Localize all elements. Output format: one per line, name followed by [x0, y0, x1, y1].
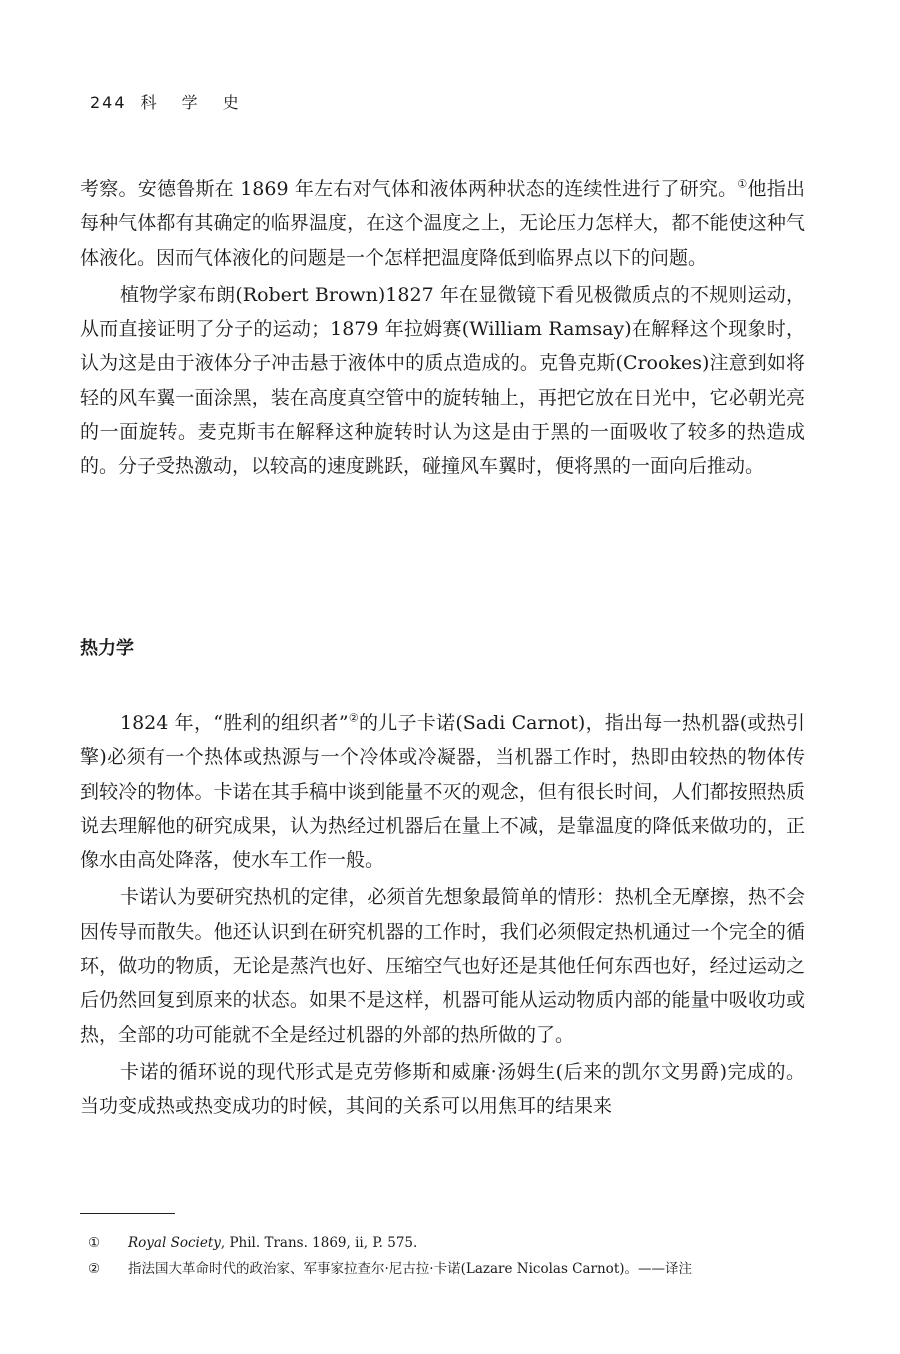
section-thermodynamics — [80, 706, 805, 1124]
paragraph-andrews — [80, 172, 805, 275]
page-number: 244 — [90, 93, 127, 112]
footnote-text — [128, 1230, 417, 1256]
section-gas-molecules — [80, 172, 805, 484]
paragraph-text: 考察。安德鲁斯在 1869 年左右对气体和液体两种状态的连续性进行了研究。 — [80, 178, 738, 200]
section-heading: 热力学 — [80, 638, 134, 659]
book-title: 科 学 史 — [140, 93, 249, 112]
footnote-2 — [80, 1256, 820, 1282]
footnote-text — [128, 1256, 692, 1282]
paragraph-text-cont: 他指出每种气体都有其确定的临界温度，在这个温度之上，无论压力怎样大，都不能使这种气体液化。因而气体液化的问题是一个怎样把温度降低到临界点以下的问题。 — [80, 178, 805, 269]
footnote-marker-1[interactable]: ① — [737, 177, 748, 191]
paragraph-carnot-1 — [80, 706, 805, 877]
paragraph-carnot-2: 卡诺认为要研究热机的定律，必须首先想象最简单的情形：热机全无摩擦，热不会因传导而散失。他还认识到在研究机器的工作时，我们必须假定热机通过一个完全的循环，做功的物质，无论是蒸汽也好、压缩空气也好还是其他任何东西也好，经过运动之后仍然回复到原来的状态。如果不是这样，机器可能从运动物质内部的能量中吸收功或热，全部的功可能就不全是经过机器的外部的热所做的了。 — [80, 886, 805, 1046]
footnote-number: ② — [88, 1261, 101, 1277]
paragraph-brown: 植物学家布朗(Robert Brown)1827 年在显微镜下看见极微质点的不规则运动，从而直接证明了分子的运动；1879 年拉姆赛(William Ramsay)在解释这个现象时，认为这是由于液体分子冲击悬于液体中的质点造成的。克鲁克斯(Crookes)注意到如将轻的风车翼一面涂黑，装在高度真空管中的旋转轴上，再把它放在日光中，它必朝光亮的一面旋转。麦克斯韦在解释这种旋转时认为这是由于黑的一面吸收了较多的热造成的。分子受热激动，以较高的速度跳跃，碰撞风车翼时，便将黑的一面向后推动。 — [80, 283, 805, 478]
paragraph-carnot-3: 卡诺的循环说的现代形式是克劳修斯和威廉·汤姆生(后来的凯尔文男爵)完成的。当功变成热或热变成功的时候，其间的关系可以用焦耳的结果来 — [80, 1060, 805, 1118]
footnote-body: , Phil. Trans. 1869, ii, P. 575. — [220, 1235, 418, 1251]
footnote-marker-2[interactable]: ② — [348, 711, 359, 725]
paragraph-text-cont: 的儿子卡诺(Sadi Carnot)，指出每一热机器(或热引擎)必须有一个热体或热源与一个冷体或冷凝器，当机器工作时，热即由较热的物体传到较冷的物体。卡诺在其手稿中谈到能量不灭的观念，但有很长时间，人们都按照热质说去理解他的研究成果，认为热经过机器后在量上不减，是靠温度的降低来做功的，正像水由高处降落，使水车工作一般。 — [80, 712, 805, 872]
footnotes — [80, 1230, 820, 1282]
footnote-number: ① — [88, 1235, 101, 1251]
footnote-1 — [80, 1230, 820, 1256]
footnote-italic: Royal Society — [128, 1235, 221, 1251]
running-head — [90, 90, 249, 113]
paragraph-text: 1824 年，“胜利的组织者” — [120, 712, 349, 734]
footnote-divider — [80, 1213, 175, 1214]
footnote-body: 指法国大革命时代的政治家、军事家拉查尔·尼古拉·卡诺(Lazare Nicolas Carnot)。——译注 — [128, 1261, 693, 1277]
